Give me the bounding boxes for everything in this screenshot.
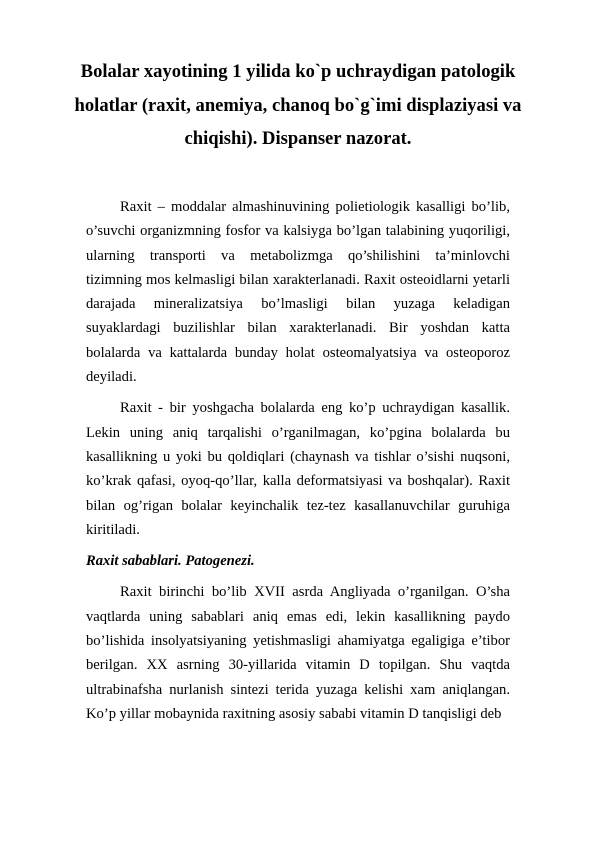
paragraph-raxit-history: Raxit birinchi bo’lib XVII asrda Angliyada o’rganilgan. O’sha vaqtlarda uning sabablari aniq emas edi, lekin kasallikning paydo bo’lishida insolyatsiyaning yetishmasligi ahamiyatga egaligiga e’tibor berilgan. XX asrning 30-yillarida vitamin D topilgan. Shu vaqtda ultrabinafsha nurlanish sintezi terida yuzaga kelishi xam aniqlangan. Ko’p yillar mobaynida raxitning asosiy sababi vitamin D tanqisligi deb [86, 584, 510, 722]
paragraph-raxit-definition: Raxit – moddalar almashinuvining polietiologik kasalligi bo’lib, o’suvchi organizmning fosfor va kalsiyga bo’lgan talabining yuqoriligi, ularning transporti va metabolizmga qo’shilishini ta’minlovchi tizimning mos kelmasligi bilan xarakterlanadi. Raxit osteoidlarni yetarli darajada mineralizatsiya bo’lmasligi bilan yuzaga keladigan suyaklardagi buzilishlar bilan xarakterlanadi. Bir yoshdan katta bolalarda va kattalarda bunday holat osteomalyatsiya va osteoporoz deyiladi. [86, 199, 510, 386]
paragraph-raxit-prevalence: Raxit - bir yoshgacha bolalarda eng ko’p uchraydigan kasallik. Lekin uning aniq tarqalishi o’rganilmagan, ko’pgina bolalarda bu kasallikning u yoki bu qoldiqlari (chaynash va tishlar o’sishi nuqsoni, ko’krak qafasi, oyoq-qo’llar, kalla deformatsiyasi va boshqalar). Raxit bilan og’rigan bolalar keyinchalik tez-tez kasallanuvchilar guruhiga kiritiladi. [86, 400, 510, 538]
section-heading-causes: Raxit sabablari. Patogenezi. [86, 553, 255, 570]
document-title: Bolalar xayotining 1 yilida ko`p uchraydigan patologik holatlar (raxit, anemiya, chanoq bo`g`imi displaziyasi va chiqishi). Dispanser nazorat. [74, 61, 522, 149]
document-body [86, 195, 510, 733]
